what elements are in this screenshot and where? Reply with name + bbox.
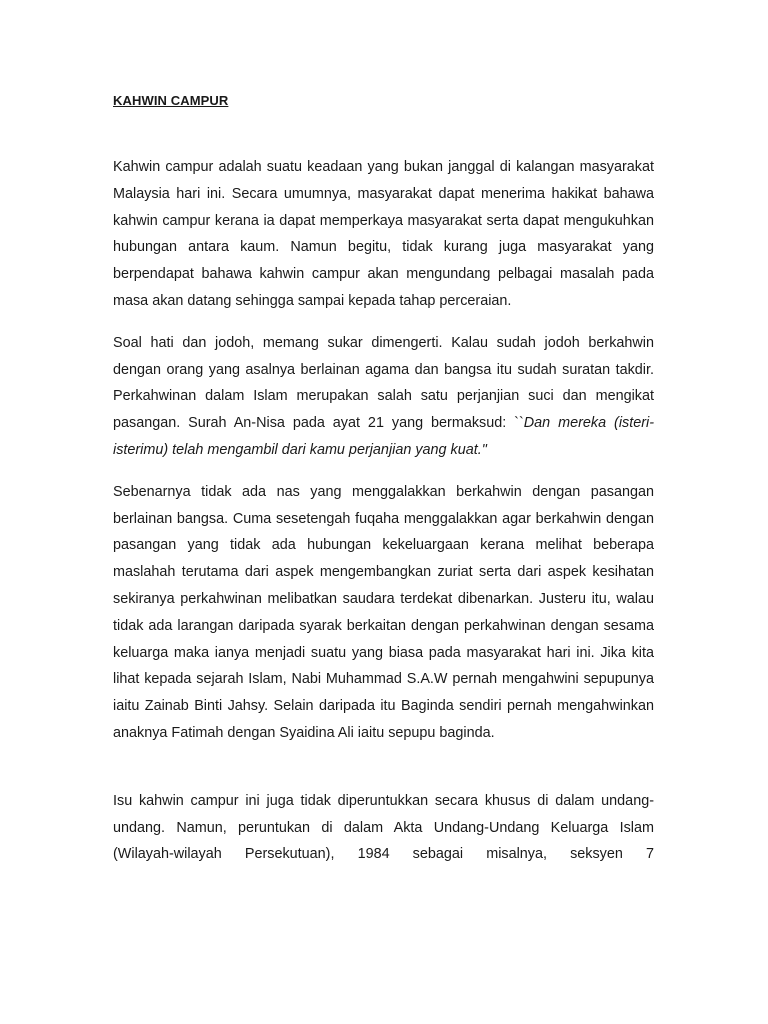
document-body xyxy=(113,92,654,868)
paragraph-1: Kahwin campur adalah suatu keadaan yang bukan janggal di kalangan masyarakat Malaysia hari ini. Secara umumnya, masyarakat dapat menerima hakikat bahawa kahwin campur kerana ia dapat memperkaya masyarakat serta dapat mengukuhkan hubungan antara kaum. Namun begitu, tidak kurang juga masyarakat yang berpendapat bahawa kahwin campur akan mengundang pelbagai masalah pada masa akan datang sehingga sampai kepada tahap perceraian. xyxy=(113,159,654,309)
paragraph-3: Sebenarnya tidak ada nas yang menggalakkan berkahwin dengan pasangan berlainan bangsa. Cuma sesetengah fuqaha menggalakkan agar berkahwin dengan pasangan yang tidak ada hubungan kekeluargaan kerana melihat beberapa maslahah terutama dari aspek mengembangkan zuriat serta dari aspek kesihatan sekiranya perkahwinan melibatkan saudara terdekat dibenarkan. Justeru itu, walau tidak ada larangan daripada syarak berkaitan dengan perkahwinan dengan sesama keluarga maka ianya menjadi suatu yang biasa pada masyarakat hari ini. Jika kita lihat kepada sejarah Islam, Nabi Muhammad S.A.W pernah mengahwini sepupunya iaitu Zainab Binti Jahsy. Selain daripada itu Baginda sendiri pernah mengahwinkan anaknya Fatimah dengan Syaidina Ali iaitu sepupu baginda. xyxy=(113,483,654,741)
paragraph-4: Isu kahwin campur ini juga tidak diperuntukkan secara khusus di dalam undang-undang. Namun, peruntukan di dalam Akta Undang-Undang Keluarga Islam (Wilayah-wilayah Persekutuan), 1984 sebagai misalnya, seksyen 7 xyxy=(113,792,654,863)
paragraph-2-text: Soal hati dan jodoh, memang sukar dimengerti. Kalau sudah jodoh berkahwin dengan orang yang asalnya berlainan agama dan bangsa itu sudah suratan takdir. Perkahwinan dalam Islam merupakan salah satu perjanjian suci dan mengikat pasangan. Surah An-Nisa pada ayat 21 yang bermaksud: `` xyxy=(113,334,654,432)
paragraph-2 xyxy=(113,330,654,464)
document-title: KAHWIN CAMPUR xyxy=(113,93,229,108)
quran-quote: Dan mereka (isteri-isterimu) telah mengambil dari kamu perjanjian yang kuat." xyxy=(113,415,654,458)
